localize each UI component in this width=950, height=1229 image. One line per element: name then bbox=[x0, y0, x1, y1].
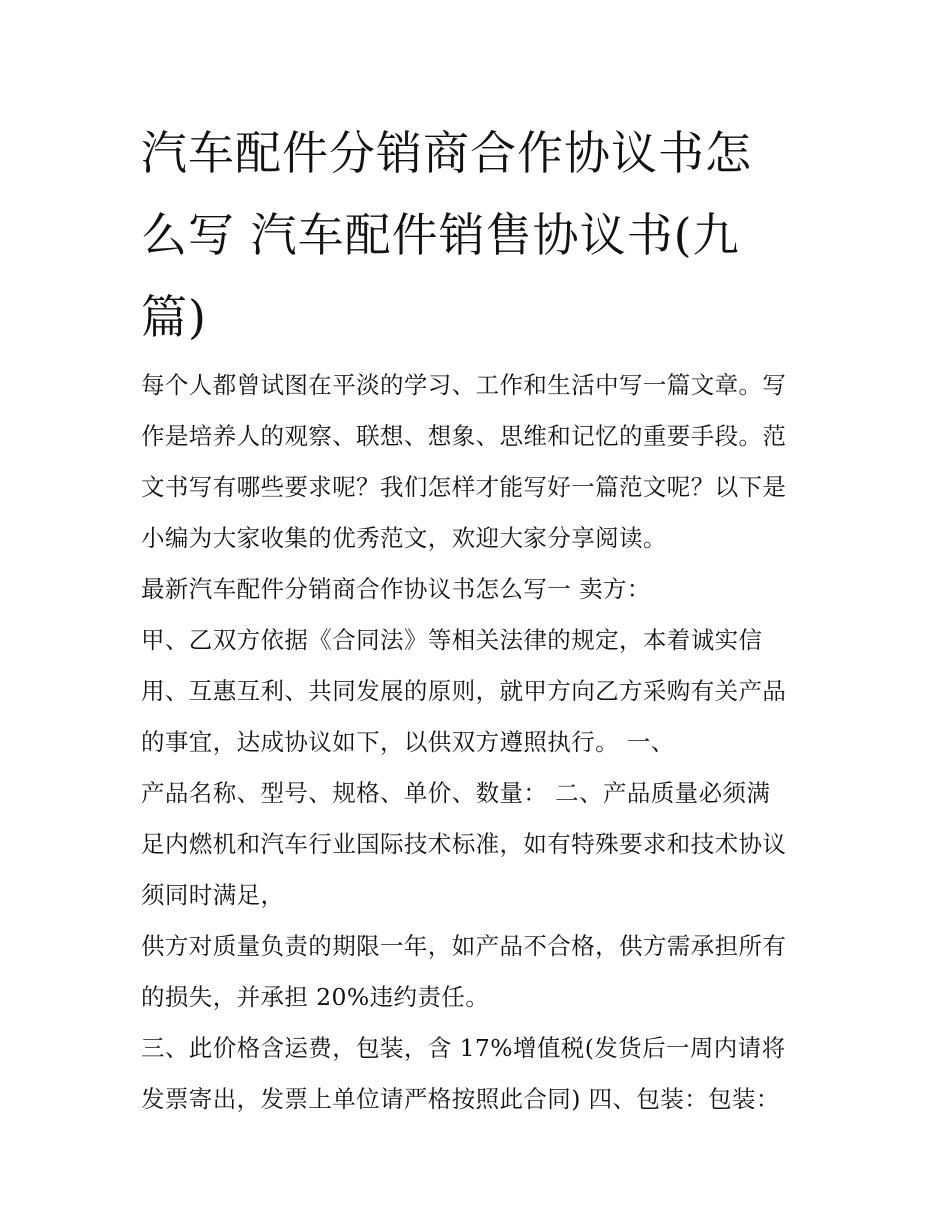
text-line: 文书写有哪些要求呢？我们怎样才能写好一篇范文呢？以下是 bbox=[141, 473, 787, 501]
document-page bbox=[141, 112, 821, 1125]
agreement-preamble-paragraph bbox=[141, 615, 821, 768]
text-line: 三、此价格含运费，包装，含 17%增值税(发货后一周内请将 bbox=[141, 1034, 786, 1062]
price-clause-paragraph bbox=[141, 1023, 821, 1125]
text-line: 用、互惠互利、共同发展的原则，就甲方向乙方采购有关产品 bbox=[141, 677, 787, 705]
title-line: 么写 汽车配件销售协议书(九 bbox=[141, 208, 740, 262]
section-heading-paragraph bbox=[141, 564, 821, 615]
text-line: 作是培养人的观察、联想、想象、思维和记忆的重要手段。范 bbox=[141, 422, 787, 450]
text-line: 小编为大家收集的优秀范文，欢迎大家分享阅读。 bbox=[141, 524, 667, 552]
text-line: 最新汽车配件分销商合作协议书怎么写一 卖方： bbox=[141, 575, 651, 603]
title-line: 汽车配件分销商合作协议书怎 bbox=[141, 126, 752, 180]
text-line: 产品名称、型号、规格、单价、数量： 二、产品质量必须满 bbox=[141, 779, 771, 807]
text-line: 发票寄出，发票上单位请严格按照此合同) 四、包装：包装： bbox=[141, 1085, 780, 1113]
product-clause-paragraph bbox=[141, 768, 821, 921]
intro-paragraph bbox=[141, 360, 821, 564]
text-line: 每个人都曾试图在平淡的学习、工作和生活中写一篇文章。写 bbox=[141, 371, 787, 399]
text-line: 足内燃机和汽车行业国际技术标准，如有特殊要求和技术协议 bbox=[141, 830, 787, 858]
text-line: 须同时满足， bbox=[141, 881, 285, 909]
title-line: 篇) bbox=[141, 290, 207, 344]
text-line: 的损失，并承担 20%违约责任。 bbox=[141, 983, 490, 1011]
text-line: 供方对质量负责的期限一年，如产品不合格，供方需承担所有 bbox=[141, 932, 787, 960]
text-line: 的事宜，达成协议如下，以供双方遵照执行。 一、 bbox=[141, 728, 675, 756]
document-title bbox=[141, 112, 821, 358]
text-line: 甲、乙双方依据《合同法》等相关法律的规定，本着诚实信 bbox=[141, 626, 763, 654]
quality-clause-paragraph bbox=[141, 921, 821, 1023]
